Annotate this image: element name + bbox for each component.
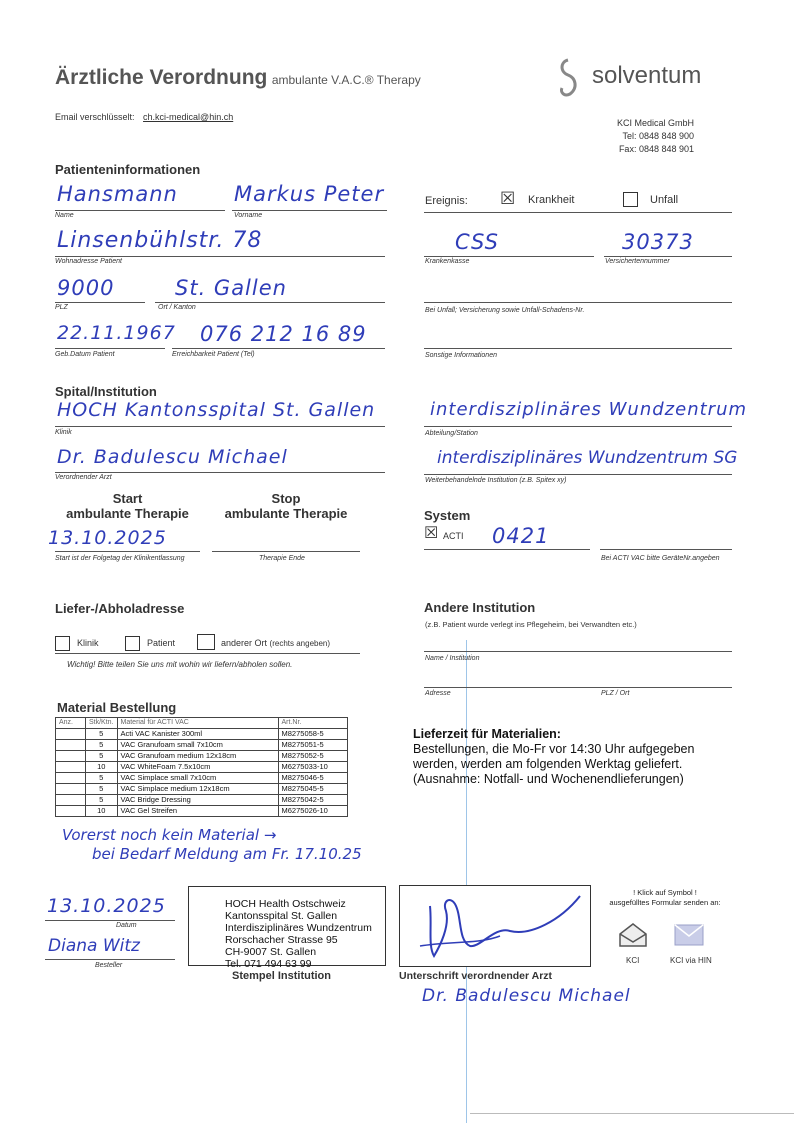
- material-note-2: bei Bedarf Meldung am Fr. 17.10.25: [92, 845, 362, 863]
- form-title: Ärztliche Verordnung ambulante V.A.C.® Therapy: [55, 66, 421, 89]
- patient-plz[interactable]: 9000: [57, 276, 115, 300]
- insurance-name[interactable]: CSS: [455, 230, 499, 254]
- table-row[interactable]: 5 VAC Granufoam medium 12x18cm M8275052-5: [56, 751, 348, 762]
- signer-name: Dr. Badulescu Michael: [422, 986, 631, 1006]
- checkbox-delivery-other[interactable]: [197, 634, 215, 650]
- send-hint: ! Klick auf Symbol ! ausgefülltes Formular senden an:: [609, 888, 721, 907]
- delivery-section-title: Liefer-/Abholadresse: [55, 601, 185, 616]
- patient-name[interactable]: Hansmann: [57, 182, 178, 206]
- other-institution-title: Andere Institution: [424, 600, 536, 615]
- company-info: KCI Medical GmbH Tel: 0848 848 900 Fax: 0848 848 901: [616, 118, 694, 154]
- scan-line: [466, 640, 467, 1123]
- insurance-number[interactable]: 30373: [622, 230, 694, 254]
- patient-phone[interactable]: 076 212 16 89: [200, 322, 367, 346]
- table-row[interactable]: 5 VAC Bridge Dressing M8275042-5: [56, 795, 348, 806]
- arzt-name[interactable]: Dr. Badulescu Michael: [57, 446, 288, 468]
- table-row[interactable]: 10 VAC WhiteFoam 7.5x10cm M6275033-10: [56, 762, 348, 773]
- delivery-note: Wichtig! Bitte teilen Sie uns mit wohin wir liefern/abholen sollen.: [67, 660, 293, 669]
- besteller-signature[interactable]: Diana Witz: [48, 936, 140, 956]
- start-therapy-heading: Start ambulante Therapie: [66, 491, 189, 521]
- checkbox-krankheit[interactable]: ☒: [500, 189, 516, 208]
- order-date[interactable]: 13.10.2025: [47, 895, 166, 917]
- patient-dob[interactable]: 22.11.1967: [57, 322, 176, 344]
- signature-box[interactable]: [399, 885, 591, 967]
- stop-therapy-heading: Stop ambulante Therapie: [224, 491, 348, 521]
- signature-scribble-icon: [400, 886, 590, 966]
- material-section-title: Material Bestellung: [57, 700, 177, 715]
- email-row: Email verschlüsselt: ch.kci-medical@hin.ch: [55, 112, 234, 122]
- table-row[interactable]: 5 VAC Simplace small 7x10cm M8275046-5: [56, 773, 348, 784]
- patient-section-title: Patienteninformationen: [55, 162, 201, 177]
- checkbox-delivery-klinik[interactable]: [55, 636, 70, 651]
- email-link[interactable]: ch.kci-medical@hin.ch: [143, 112, 234, 122]
- start-date[interactable]: 13.10.2025: [48, 527, 167, 549]
- logo-mark-icon: [556, 56, 588, 98]
- table-row[interactable]: 5 VAC Simplace medium 12x18cm M8275045-5: [56, 784, 348, 795]
- table-row[interactable]: 5 Acti VAC Kanister 300ml M8275058-5: [56, 729, 348, 740]
- stamp-text: HOCH Health Ostschweiz Kantonsspital St. Gallen Interdisziplinäres Wundzentrum Rorschacher Strasse 95 CH-9007 St. Gallen Tel. 071 494 63 99: [225, 898, 372, 970]
- checkbox-unfall[interactable]: [623, 192, 638, 207]
- patient-vorname[interactable]: Markus Peter: [234, 182, 385, 206]
- send-kci-hin-button[interactable]: [674, 924, 704, 951]
- send-kci-button[interactable]: [618, 922, 648, 953]
- system-section-title: System: [424, 508, 471, 523]
- material-note-1: Vorerst noch kein Material →: [62, 826, 277, 844]
- material-table-header: Anz. Stk/Ktn. Material für ACTI VAC Art.Nr.: [56, 718, 348, 729]
- patient-ort[interactable]: St. Gallen: [175, 276, 287, 300]
- weiterbehandelnde-institution[interactable]: interdisziplinäres Wundzentrum SG: [437, 448, 738, 468]
- envelope-open-icon: [618, 922, 648, 948]
- checkbox-acti[interactable]: ☒: [424, 525, 439, 542]
- checkbox-delivery-patient[interactable]: [125, 636, 140, 651]
- lieferzeit-info: Lieferzeit für Materialien: Bestellungen, die Mo-Fr vor 14:30 Uhr aufgegeben werden, werden am folgenden Werktag geliefert. (Ausnahme: Notfall- und Wochenendlieferungen): [413, 727, 695, 786]
- material-table: [55, 717, 348, 817]
- abteilung-name[interactable]: interdisziplinäres Wundzentrum: [430, 399, 748, 420]
- table-row[interactable]: 10 VAC Gel Streifen M6275026-10: [56, 806, 348, 817]
- stamp-box: [188, 886, 386, 970]
- klinik-name[interactable]: HOCH Kantonsspital St. Gallen: [57, 399, 376, 421]
- spital-section-title: Spital/Institution: [55, 384, 157, 399]
- device-number[interactable]: 0421: [492, 524, 550, 548]
- envelope-icon: [674, 924, 704, 946]
- patient-address[interactable]: Linsenbühlstr. 78: [57, 228, 263, 253]
- table-row[interactable]: 5 VAC Granufoam small 7x10cm M8275051-5: [56, 740, 348, 751]
